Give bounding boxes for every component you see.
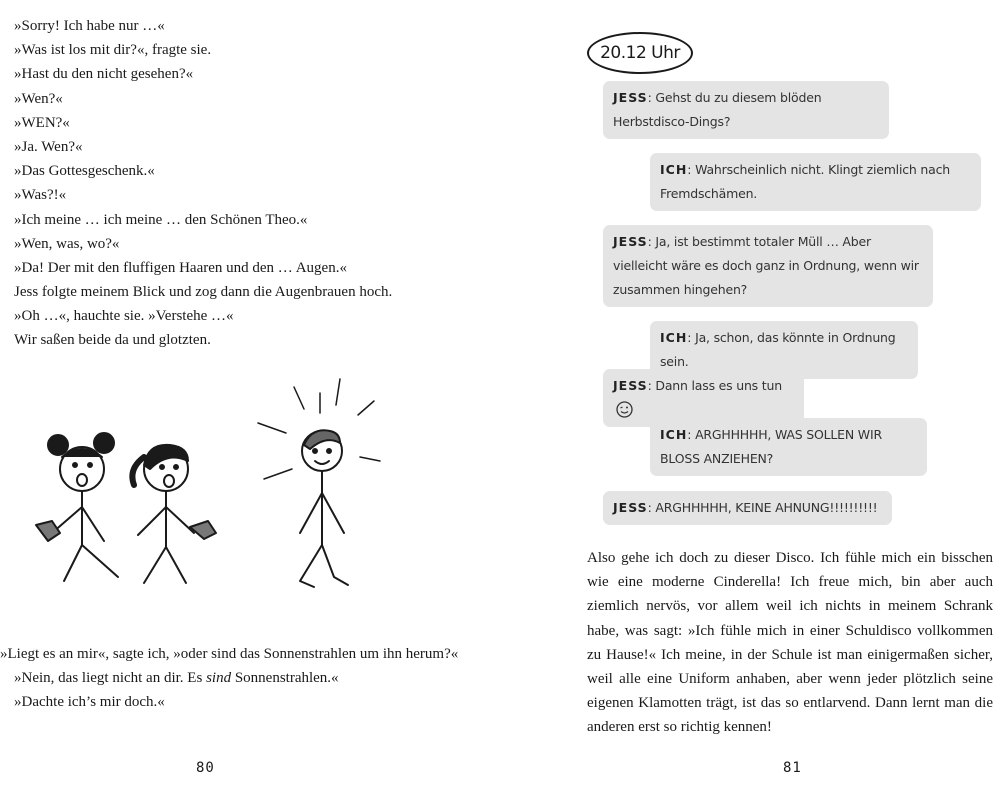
chat-sender: JESS bbox=[613, 500, 648, 515]
theo-figure bbox=[300, 430, 348, 587]
chat-text: : Gehst du zu diesem blöden Herbstdisco-Dings? bbox=[613, 90, 822, 129]
dialog-line: »Was ist los mit dir?«, fragte sie. bbox=[14, 42, 212, 59]
chat-text: : Ja, schon, das könnte in Ordnung sein. bbox=[660, 330, 896, 369]
dialog-line: Wir saßen beide da und glotzten. bbox=[14, 332, 211, 349]
dialog-lines bbox=[14, 14, 484, 353]
text-span: »Nein, das liegt nicht an dir. Es bbox=[14, 670, 207, 687]
chat-text: : Ja, ist bestimmt totaler Müll … Aber vielleicht wäre es doch ganz in Ordnung, wenn wir zusammen hingehen? bbox=[613, 234, 919, 297]
chat-text: : Dann lass es uns tun bbox=[647, 378, 782, 393]
paragraph: »Dachte ich’s mir doch.« bbox=[14, 694, 165, 711]
dialog-line: »Oh …«, hauchte sie. »Verstehe …« bbox=[14, 308, 234, 325]
dialog-line: »Das Gottesgeschenk.« bbox=[14, 163, 155, 180]
page-number: 81 bbox=[783, 760, 802, 776]
time-stamp: 20.12 Uhr bbox=[587, 32, 693, 74]
stick-figure-illustration bbox=[18, 365, 418, 625]
chat-text: : ARGHHHHH, KEINE AHNUNG!!!!!!!!!! bbox=[647, 500, 878, 515]
dialog-line: »Hast du den nicht gesehen?« bbox=[14, 66, 194, 83]
dialog-line: »Da! Der mit den fluffigen Haaren und den … Augen.« bbox=[14, 259, 347, 276]
page-number: 80 bbox=[196, 760, 215, 776]
chat-message-ich bbox=[650, 153, 981, 211]
chat-text: : Wahrscheinlich nicht. Klingt ziemlich nach Fremdschämen. bbox=[660, 162, 950, 201]
chat-sender: JESS bbox=[613, 378, 648, 393]
narrative-paragraph: Also gehe ich doch zu dieser Disco. Ich fühle mich ein bisschen wie eine moderne Cinderella! Ich freue mich, bin aber auch ziemlich nervös, vor allem weil ich nichts in meinem Schrank habe, was sagt: »Ich fühle mich in einer Schuldisco vollkommen zu Hause!« Ich meine, in der Schule ist man einigermaßen sicher, weil alle eine Uniform anhaben, aber wenn jeder plötzlich seine eigenen Klamotten trägt, ist das so entlarvend. Dann lernt man die anderen erst so richtig kennen! bbox=[587, 550, 993, 736]
dialog-line: »Sorry! Ich habe nur …« bbox=[14, 18, 165, 34]
right-page bbox=[500, 0, 1000, 800]
chat-message-jess bbox=[603, 225, 933, 307]
dialog-line: »Was?!« bbox=[14, 187, 67, 204]
dialog-line: »Ich meine … ich meine … den Schönen Theo.« bbox=[14, 211, 308, 228]
text-span: Sonnenstrahlen.« bbox=[231, 670, 339, 687]
chat-message-ich bbox=[650, 418, 927, 476]
chat-message-jess bbox=[603, 491, 892, 525]
dialog-line: »Wen?« bbox=[14, 90, 63, 107]
chat-sender: ICH bbox=[660, 427, 688, 442]
dialog-line: Jess folgte meinem Blick und zog dann die Augenbrauen hoch. bbox=[14, 284, 393, 301]
dialog-line: »Wen, was, wo?« bbox=[14, 235, 120, 252]
emphasis-text: sind bbox=[206, 670, 232, 687]
chat-sender: JESS bbox=[613, 234, 648, 249]
chat-text: : ARGHHHHH, WAS SOLLEN WIR BLOSS ANZIEHEN? bbox=[660, 427, 882, 466]
girl-with-ponytail-figure bbox=[132, 445, 216, 583]
wink-emoji-icon bbox=[616, 401, 633, 418]
left-bottom-text bbox=[0, 642, 480, 715]
dialog-line: »WEN?« bbox=[14, 114, 70, 131]
dialog-line: »Ja. Wen?« bbox=[14, 138, 83, 155]
chat-sender: JESS bbox=[613, 90, 648, 105]
chat-message-jess bbox=[603, 81, 889, 139]
chat-sender: ICH bbox=[660, 162, 688, 177]
girl-with-buns-figure bbox=[36, 433, 118, 581]
paragraph: »Liegt es an mir«, sagte ich, »oder sind das Sonnenstrahlen um ihn herum?« bbox=[0, 646, 459, 662]
paragraph bbox=[0, 666, 480, 690]
chat-sender: ICH bbox=[660, 330, 688, 345]
